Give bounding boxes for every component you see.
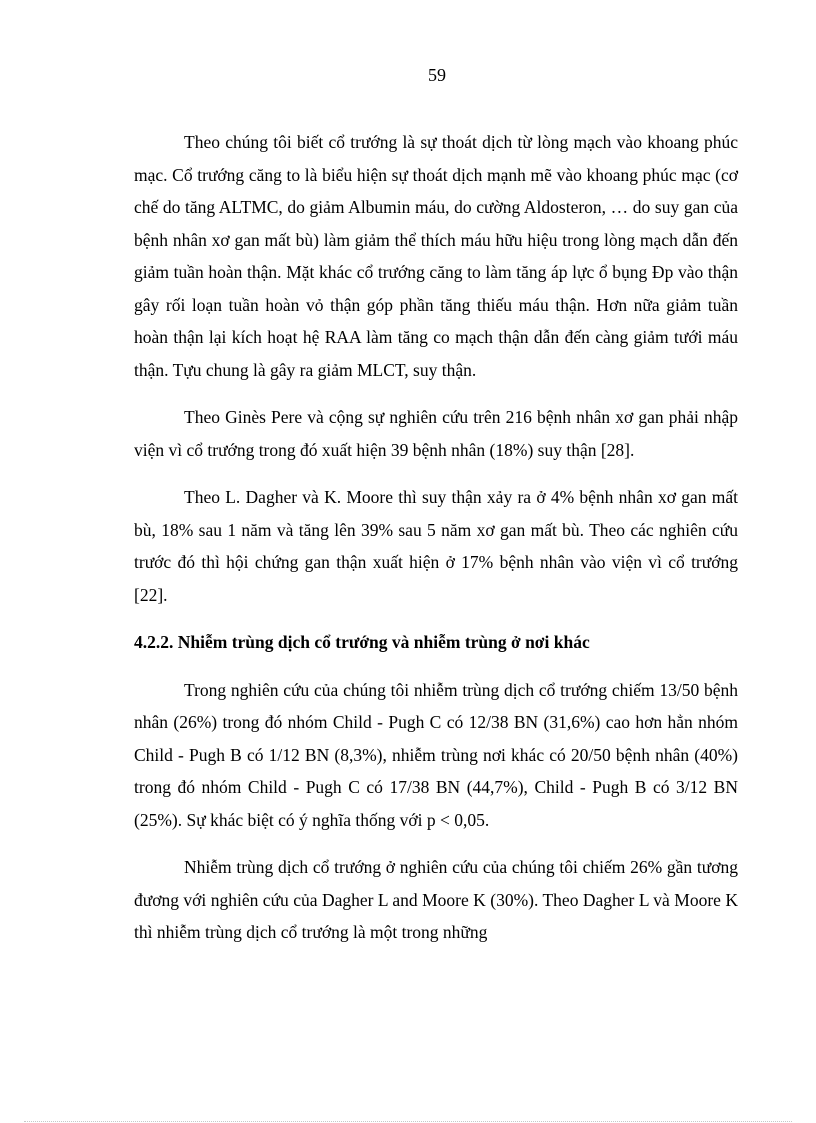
page-bottom-border	[24, 1121, 792, 1122]
paragraph-gap	[134, 611, 738, 626]
paragraph-gap	[134, 659, 738, 674]
page-body	[134, 126, 738, 949]
paragraph-gap	[134, 836, 738, 851]
paragraph-infection-results: Trong nghiên cứu của chúng tôi nhiễm trùng dịch cổ trướng chiếm 13/50 bệnh nhân (26%) trong đó nhóm Child - Pugh C có 12/38 BN (31,6%) cao hơn hẳn nhóm Child - Pugh B có 1/12 BN (8,3%), nhiễm trùng nơi khác có 20/50 bệnh nhân (40%) trong đó nhóm Child - Pugh C có 17/38 BN (44,7%), Child - Pugh B có 3/12 BN (25%). Sự khác biệt có ý nghĩa thống với p < 0,05.	[134, 679, 738, 830]
paragraph-ascites-mechanism: Theo chúng tôi biết cổ trướng là sự thoát dịch từ lòng mạch vào khoang phúc mạc. Cổ trướng căng to là biểu hiện sự thoát dịch mạnh mẽ vào khoang phúc mạc (cơ chế do tăng ALTMC, do giảm Albumin máu, do cường Aldosteron, … do suy gan của bệnh nhân xơ gan mất bù) làm giảm thể thích máu hữu hiệu trong lòng mạch dẫn đến giảm tuần hoàn thận. Mặt khác cổ trướng căng to làm tăng áp lực ổ bụng Đp vào thận gây rối loạn tuần hoàn vỏ thận góp phần tăng thiếu máu thận. Hơn nữa giảm tuần hoàn thận lại kích hoạt hệ RAA làm tăng co mạch thận dẫn đến càng giảm tưới máu thận. Tựu chung là gây ra giảm MLCT, suy thận.	[134, 132, 738, 380]
page-number: 59	[428, 65, 446, 85]
paragraph-gap	[134, 386, 738, 401]
paragraph-infection-comparison: Nhiễm trùng dịch cổ trướng ở nghiên cứu của chúng tôi chiếm 26% gần tương đương với nghiên cứu của Dagher L and Moore K (30%). Theo Dagher L và Moore K thì nhiễm trùng dịch cổ trướng là một trong những	[134, 857, 738, 942]
paragraph-gap	[134, 466, 738, 481]
section-heading-4-2-2: 4.2.2. Nhiễm trùng dịch cổ trướng và nhiễm trùng ở nơi khác	[134, 632, 590, 652]
paragraph-gines-study: Theo Ginès Pere và cộng sự nghiên cứu trên 216 bệnh nhân xơ gan phải nhập viện vì cổ trướng trong đó xuất hiện 39 bệnh nhân (18%) suy thận [28].	[134, 407, 738, 460]
paragraph-dagher-moore: Theo L. Dagher và K. Moore thì suy thận xảy ra ở 4% bệnh nhân xơ gan mất bù, 18% sau 1 năm và tăng lên 39% sau 5 năm xơ gan mất bù. Theo các nghiên cứu trước đó thì hội chứng gan thận xuất hiện ở 17% bệnh nhân vào viện vì cổ trướng [22].	[134, 487, 738, 605]
